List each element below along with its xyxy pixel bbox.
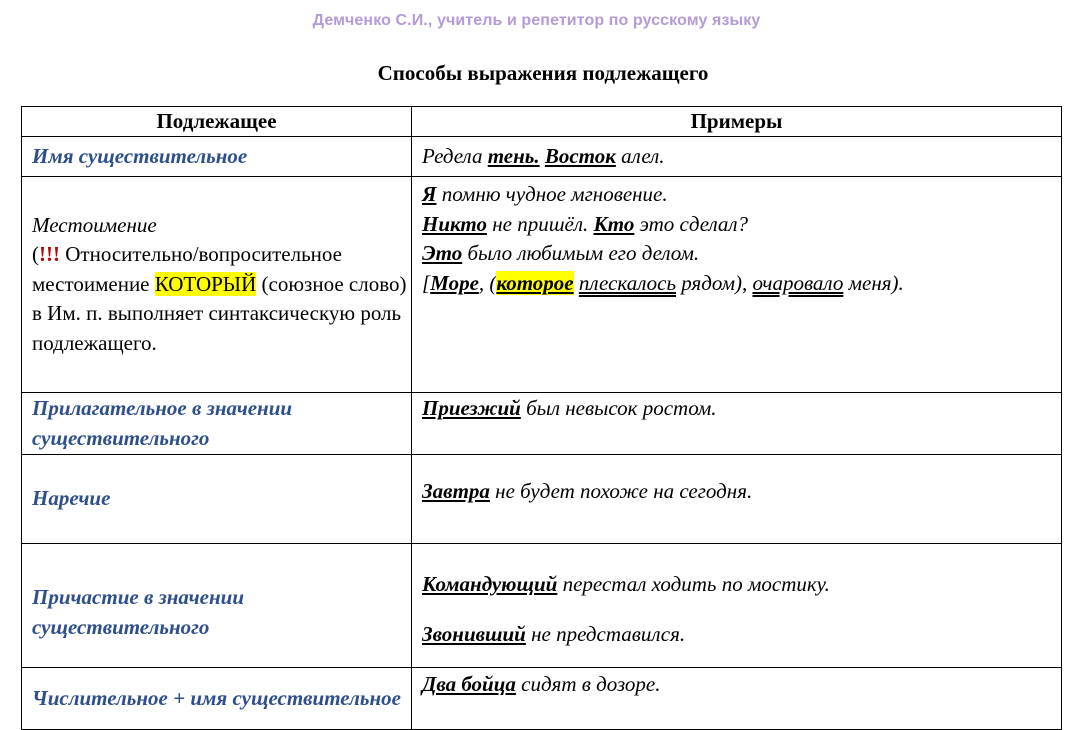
note-bracket: ( [32, 242, 39, 267]
pronoun-label: Местоимение [32, 212, 157, 237]
subject-type-adjective: Прилагательное в значении существительного [22, 393, 412, 455]
pronoun-note [32, 242, 406, 355]
examples-adjective [412, 393, 1062, 455]
header-examples: Примеры [412, 107, 1062, 137]
example-subject: Завтра [422, 479, 490, 504]
example-text: не представился. [525, 621, 686, 646]
example-spacer [422, 600, 1061, 620]
example-text: было любимым его делом. [462, 241, 700, 265]
examples-numeral [412, 668, 1062, 730]
example-subject: Никто [422, 211, 487, 236]
example-text: не будет похоже на сегодня. [489, 479, 753, 504]
subject-type-participle: Причастие в значении существительного [22, 544, 412, 668]
subject-type-pronoun [22, 177, 412, 393]
table-row [22, 393, 1062, 455]
example-text: сидят в дозоре. [515, 672, 661, 696]
kotoryi-highlight: КОТОРЫЙ [154, 271, 257, 296]
kotoroe-highlight: которое [496, 270, 574, 295]
example-text: помню чудное мгновение. [436, 182, 668, 206]
subject-type-noun: Имя существительное [22, 137, 412, 177]
table-row [22, 544, 1062, 668]
example-line [422, 239, 1061, 269]
note-text: Относительно/вопросительное местоимение [32, 242, 342, 296]
example-text: [ [422, 270, 431, 295]
example-text: алел. [615, 143, 665, 168]
example-predicate: плескалось [578, 270, 677, 295]
examples-adverb [412, 455, 1062, 544]
example-subject: Кто [593, 211, 635, 236]
note-text: (союзное слово) в Им. п. выполняет синтаксическую роль подлежащего. [32, 271, 407, 355]
examples-noun [412, 137, 1062, 177]
example-text: это сделал? [634, 211, 749, 236]
example-line [422, 180, 1061, 210]
example-subject: Звонивший [422, 621, 526, 646]
example-line [422, 570, 1061, 600]
table-header-row [22, 107, 1062, 137]
table-row [22, 455, 1062, 544]
example-subject: Восток [544, 143, 616, 168]
example-line [422, 210, 1061, 240]
example-text: , ( [478, 270, 497, 295]
attention-mark: !!! [39, 242, 60, 267]
page-title: Способы выражения подлежащего [377, 61, 709, 85]
example-text: не пришёл. [486, 211, 594, 236]
example-subject: Море [430, 270, 479, 295]
example-text: рядом), [676, 270, 753, 295]
example-text: перестал ходить по мостику. [557, 572, 830, 596]
example-line [422, 620, 1061, 650]
example-predicate: очаровало [752, 270, 844, 295]
example-text: меня). [843, 270, 904, 295]
example-text: Редела [422, 143, 488, 168]
example-text: был невысок ростом. [520, 396, 717, 420]
example-subject: тень. [487, 143, 540, 168]
header-subject: Подлежащее [22, 107, 412, 137]
table-row [22, 668, 1062, 730]
example-subject: Я [422, 182, 437, 206]
examples-participle [412, 544, 1062, 668]
subject-table [21, 106, 1062, 730]
example-line [422, 269, 1061, 299]
author-line: Демченко С.И., учитель и репетитор по русскому языку [312, 12, 761, 29]
example-subject: Это [422, 241, 463, 265]
example-subject: Приезжий [422, 396, 521, 420]
subject-type-numeral: Числительное + имя существительное [22, 668, 412, 730]
example-subject: Командующий [422, 572, 558, 596]
table-row [22, 177, 1062, 393]
subject-type-adverb: Наречие [22, 455, 412, 544]
table-row [22, 137, 1062, 177]
example-subject: Два бойца [422, 672, 516, 696]
examples-pronoun [412, 177, 1062, 393]
